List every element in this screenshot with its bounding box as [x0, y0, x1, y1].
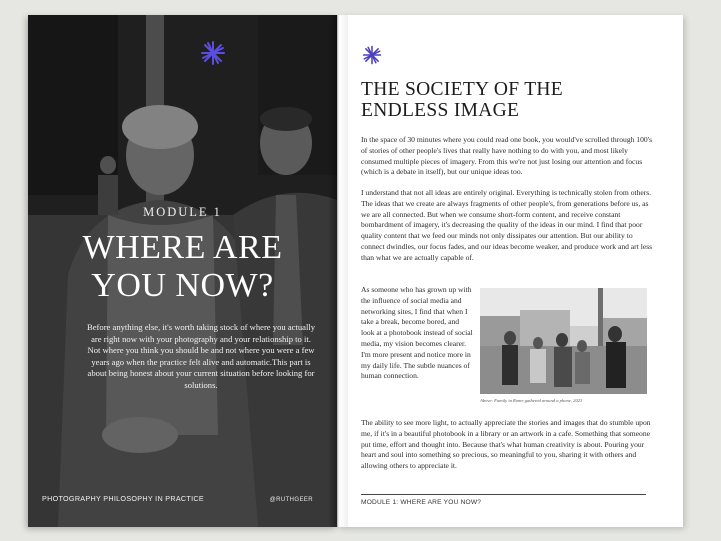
article-paragraph-4: The ability to see more light, to actually appreciate the stories and images that do stumble upon me, if it's in a beautiful photobook in a library or an artwork in a cafe. Something that someone put time, effort and thought into. Because that's what human creativity is about. Pouring your heart and soul into something so precious, so meaningful to you, sharing it with others and allowing others to appreciate it.	[361, 418, 651, 471]
open-book	[28, 15, 683, 527]
article-paragraph-1: In the space of 30 minutes where you could read one book, you would've scrolled through 100's of stories of other people's lives that really have nothing to do with you, and most likely consumed multiple pieces of imagery. From this we're not just losing our attention and focus (which is a debate in itself), but our unique ideas too.	[361, 135, 653, 177]
left-page	[28, 15, 337, 527]
article-title	[361, 79, 661, 121]
author-handle: @RUTHGEER	[269, 497, 313, 503]
star-burst-logo-icon	[362, 45, 382, 65]
module-label: MODULE 1	[143, 205, 222, 219]
module-footer: MODULE 1: WHERE ARE YOU NOW?	[361, 499, 482, 506]
article-title-line-1: THE SOCIETY OF THE	[361, 79, 564, 100]
article-paragraph-2: I understand that not all ideas are entirely original. Everything is technically stolen from others. The ideas that we create are always fragments of other people's, from generations before us, as we are all connected. But when we consume short-form content, and receive constant bombardment of imagery, it's decreasing the quality of the ideas in our mind. I find that poor quality content that we feed our minds not only dissipates our attention. But our ability to connect dwindles, our focus fades, and our ideas become weaker, and produce work and art less than what we are actually capable of.	[361, 188, 653, 262]
book-title-footer: PHOTOGRAPHY PHILOSOPHY IN PRACTICE	[42, 494, 204, 503]
article-title-line-2: ENDLESS IMAGE	[361, 100, 520, 121]
module-title-line-2: YOU NOW?	[91, 267, 274, 304]
article-paragraph-3: As someone who has grown up with the influence of social media and networking sites, I find that when I take a break, become bored, and look at a photobook instead of social media, my vision becomes clearer. I'm more present and notice more in my daily life. The subtle nuances of human connection.	[361, 285, 473, 381]
module-intro-text: Before anything else, it's worth taking stock of where you actually are right now with your photography and your relationship to it. Not where you think you should be and not where you were a few years ago when the practice felt alive and automatic.This part is about being honest about your current situation before looking for solutions.	[86, 322, 316, 390]
footer-divider	[361, 494, 646, 495]
module-title	[28, 229, 337, 305]
right-page	[337, 15, 683, 527]
inset-photo	[480, 288, 647, 394]
module-title-line-1: WHERE ARE	[82, 229, 283, 266]
photo-caption: Above: Family in Rome gathered around a phone, 2023	[480, 398, 583, 403]
star-burst-logo-icon	[200, 40, 226, 66]
